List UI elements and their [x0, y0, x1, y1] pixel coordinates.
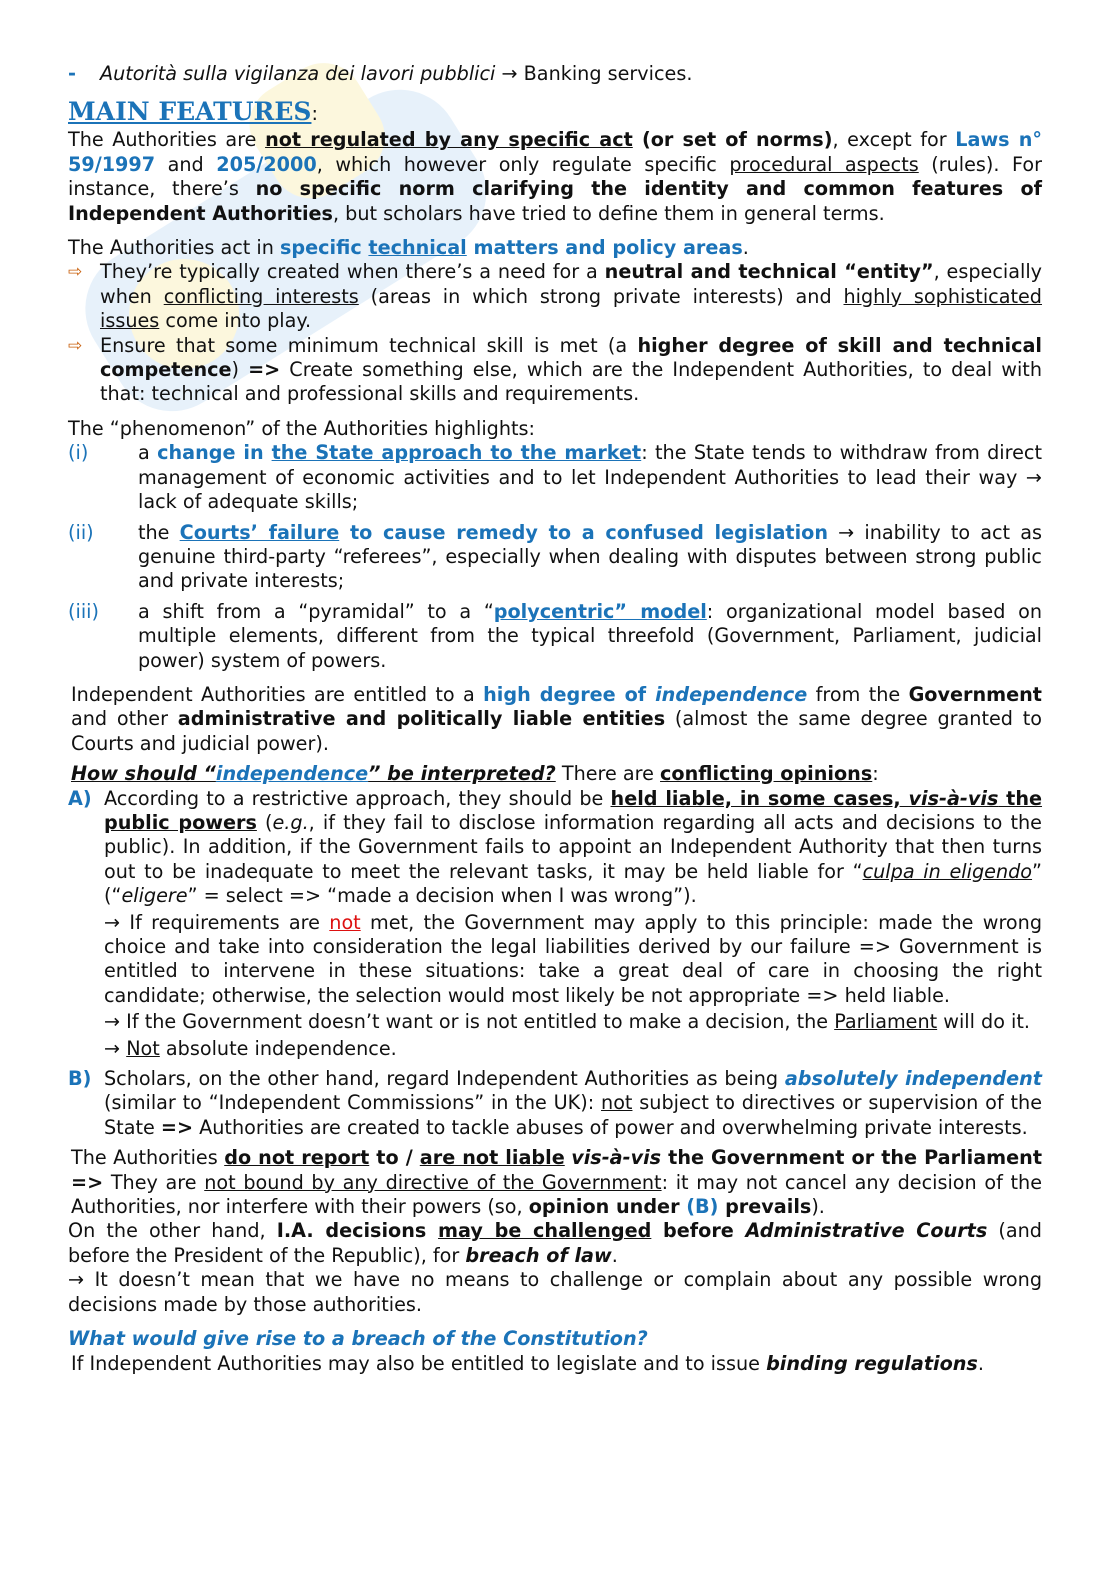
hollow-arrow-icon: ⇨ — [68, 262, 83, 283]
roman-item: (i) a change in the State approach to the market: the State tends to withdraw from direct management of economic activities and to let Independent Authorities to lead their way → lack of adequate skills; — [68, 441, 1042, 514]
paragraph-policy-areas: The Authorities act in specific technical matters and policy areas. — [68, 236, 749, 260]
hollow-arrow-icon: ⇨ — [68, 335, 83, 356]
question-constitution: What would give rise to a breach of the Constitution? — [68, 1327, 648, 1351]
document-body — [68, 62, 1042, 1376]
authority-line: - Autorità sulla vigilanza dei lavori pubblici → Banking services. — [68, 62, 693, 85]
paragraph-challenged: On the other hand, I.A. decisions may be challenged before Administrative Courts (and before the President of the Republic), for breach of law. — [68, 1219, 1042, 1267]
arrow-item: ⇨ Ensure that some minimum technical skill is met (a higher degree of skill and technical competence) => Create something else, which are the Independent Authorities, to deal with that: technical and professional skills and requirements. — [68, 333, 1043, 406]
paragraph-phenomenon: The “phenomenon” of the Authorities highlights: — [68, 416, 536, 440]
paragraph-regulation: The Authorities are not regulated by any specific act (or set of norms), except for Laws n° 59/1997 and 205/2000, which however only regulate specific procedural aspects (rules). For instance, there’s no specific norm clarifying the identity and common features of Independent Authorities, but scholars have tried to define them in general terms. — [68, 128, 1043, 225]
paragraph-legislate: If Independent Authorities may also be entitled to legislate and to issue binding regulations. — [71, 1351, 984, 1375]
roman-item: (iii) a shift from a “pyramidal” to a “polycentric” model: organizational model based on multiple elements, different from the typical threefold (Government, Parliament, judicial power) system of powers. — [68, 599, 1042, 672]
bullet-dash: - — [68, 62, 76, 85]
main-features-title: MAIN FEATURES — [68, 97, 312, 127]
opinion-b: B) Scholars, on the other hand, regard Independent Authorities as being absolutely independent (similar to “Independent Commissions” in the UK): not subject to directives or supervision of the State => Authorities are created to tackle abuses of power and overwhelming private interests. — [68, 1067, 1042, 1139]
arrow-icon: → — [501, 62, 518, 85]
section-heading: MAIN FEATURES: — [68, 97, 318, 127]
question-independence: How should “independence” be interpreted? There are conflicting opinions: — [71, 762, 879, 786]
paragraph-not-liable: The Authorities do not report to / are not liable vis-à-vis the Government or the Parliament => They are not bound by any directive of the Government: it may not cancel any decision of the Authorities, nor interfere with their powers (so, opinion under (B) prevails). — [71, 1146, 1043, 1219]
opinion-a: A) According to a restrictive approach, they should be held liable, in some cases, vis-à-vis the public powers (e.g., if they fail to disclose information regarding all acts and decisions to the public). In addition, if the Government fails to appoint an Independent Authority that then turns out to be inadequate to meet the relevant tasks, it may be held liable for “culpa in eligendo” (“eligere” = select => “made a decision when I was wrong”). → If requirements are not met, the Government may apply to this principle: made the wrong choice and take into consideration the legal liabilities derived by our failure => Government is entitled to intervene in these situations: take a great deal of care in choosing the right candidate; otherwise, the selection would most likely be not appropriate => held liable. → If the Government doesn’t want or is not entitled to make a decision, the Parliament will do it. → Not absolute independence. — [68, 786, 1043, 1060]
roman-item: (ii) the Courts’ failure to cause remedy to a confused legislation → inability to act as genuine third-party “referees”, especially when dealing with disputes between strong public and private interests; — [68, 520, 1042, 593]
paragraph-means: → It doesn’t mean that we have no means to challenge or complain about any possible wrong decisions made by those authorities. — [68, 1268, 1042, 1316]
arrow-item: ⇨ They’re typically created when there’s a need for a neutral and technical “entity”, especially when conflicting interests (areas in which strong private interests) and highly sophisticated issues come into play. — [68, 260, 1042, 333]
paragraph-independence: Independent Authorities are entitled to a high degree of independence from the Government and other administrative and politically liable entities (almost the same degree granted to Courts and judicial power). — [71, 682, 1042, 755]
